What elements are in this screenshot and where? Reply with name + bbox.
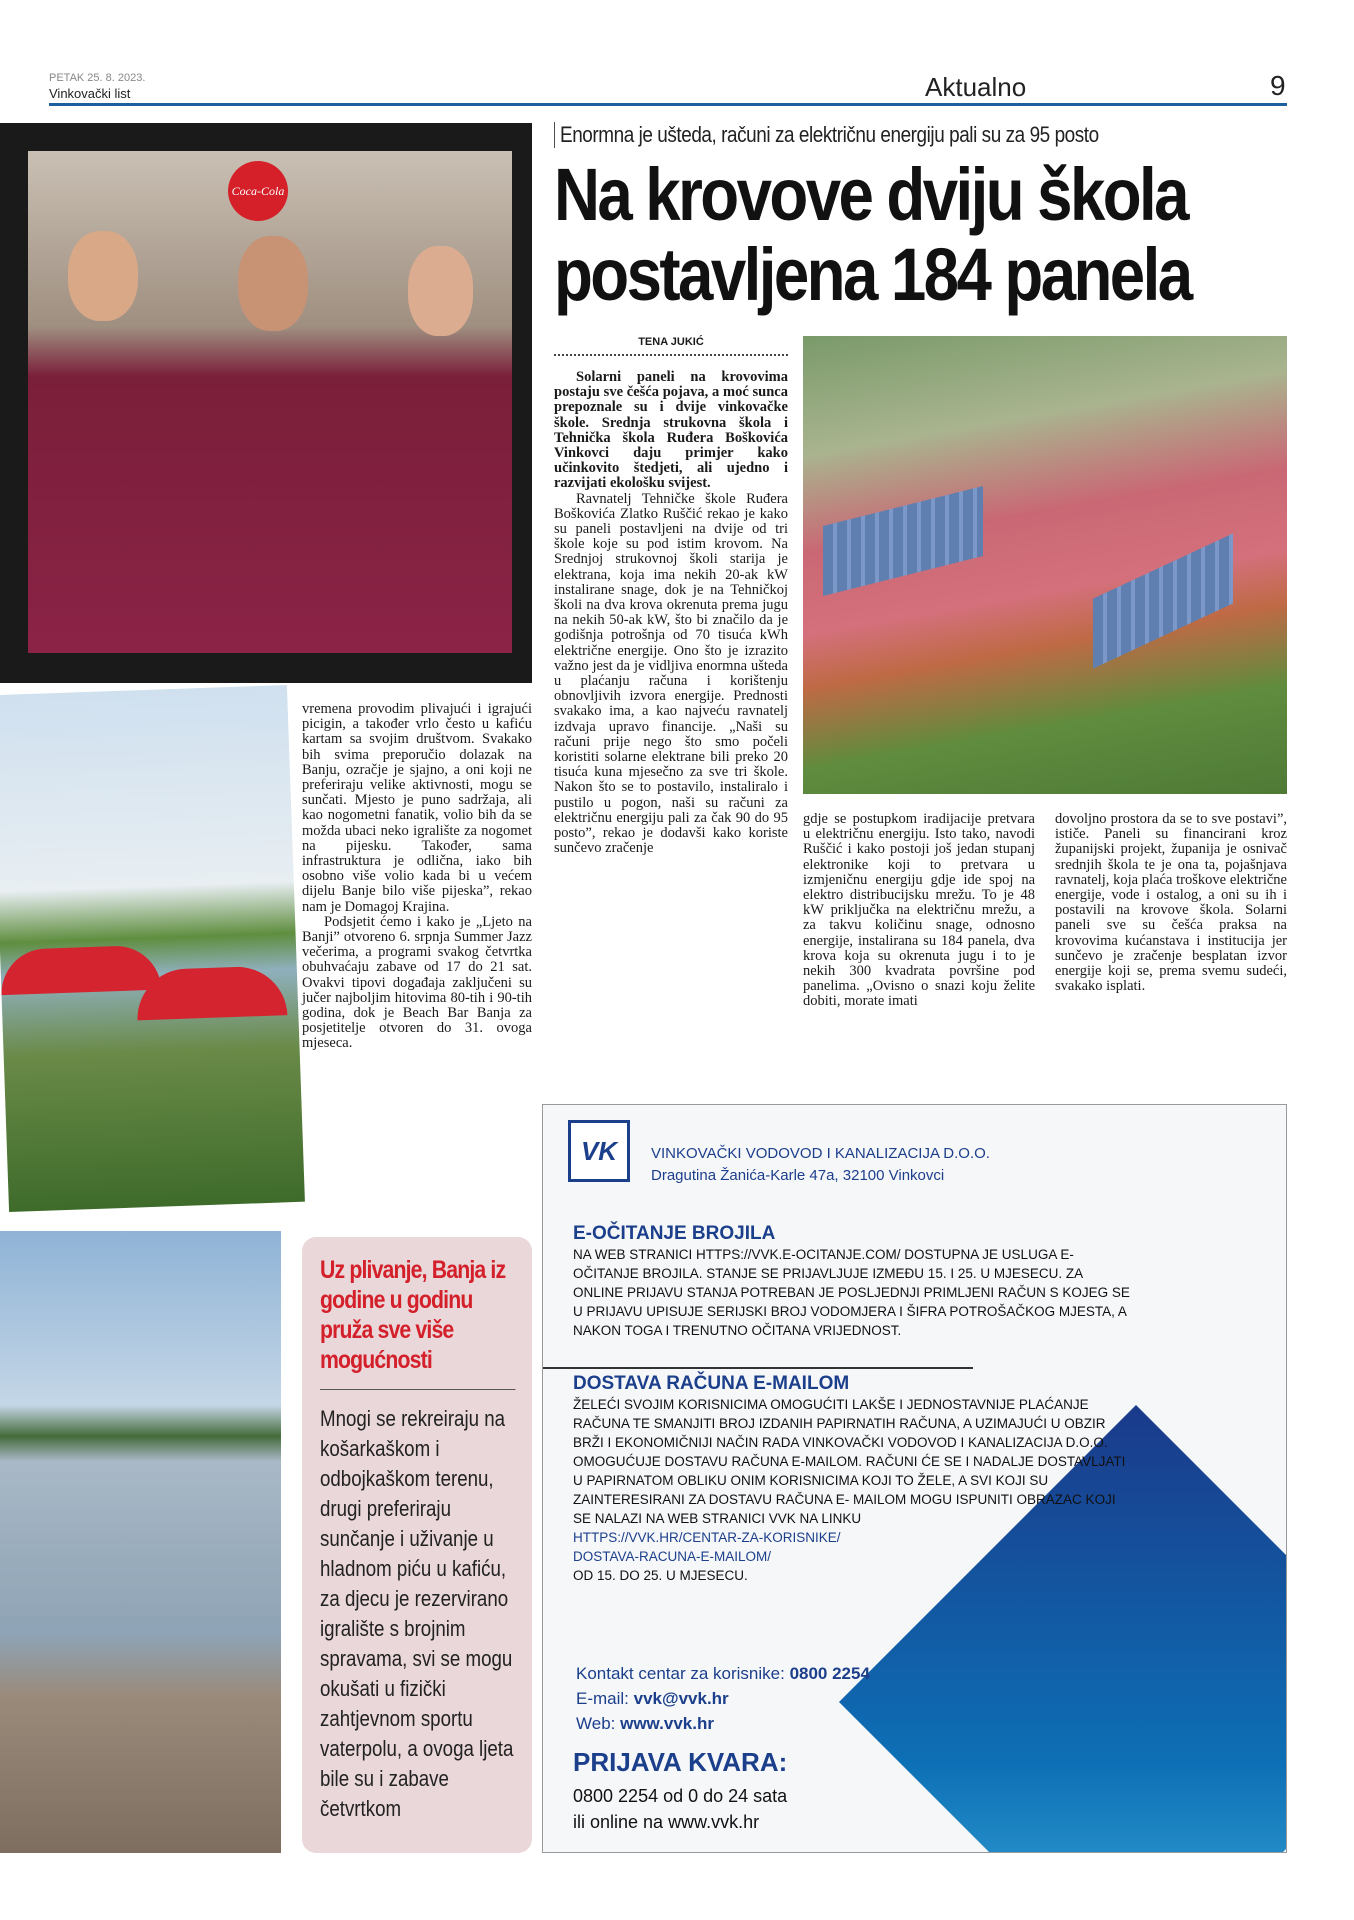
fault-phone: 0800 2254 od 0 do 24 sata (573, 1786, 788, 1806)
company-address: Dragutina Žanića-Karle 47a, 32100 Vinkovci (651, 1167, 945, 1184)
article-lead: Solarni paneli na krovovima postaju sve češća pojava, a moć sunca prepoznale su i dvije vinkovačke škole. Srednja strukovna škola i Tehnička škola Ruđera Boškovića Vinkovci daju primjer kako učinkovito štedjeti, ali ujedno i razvijati ekološku svijest. (554, 369, 788, 492)
email-label: E-mail: (576, 1689, 629, 1708)
section-text: ŽELEĆI SVOJIM KORISNICIMA OMOGUĆITI LAKŠE I JEDNOSTAVNIJE PLAĆANJE RAČUNA TE SMANJITI BROJ IZDANIH PAPIRNATIH RAČUNA, A UZIMAJUĆI U OBZIR BRŽI I EKONOMIČNIJI NAČIN RADA VINKOVAČKI VODOVOD I KANALIZACIJA D.O.O. OMOGUĆUJE DOSTAVU RAČUNA E-MAILOM. RAČUNI ĆE SE I NADALJE DOSTAVLJATI U PAPIRNATOM OBLIKU ONIM KORISNICIMA KOJI TO ŽELE, A SVI KOJI SU ZAINTERESIRANI ZA DOSTAVU RAČUNA E- MAILOM MOGU ISPUNITI OBRAZAC KOJI SE NALAZI NA WEB STRANICI VVK NA LINKU (573, 1397, 1126, 1526)
link[interactable]: DOSTAVA-RACUNA-E-MAILOM/ (573, 1549, 772, 1564)
issue-date: PETAK 25. 8. 2023. (49, 72, 146, 84)
photo-beach-umbrellas (0, 685, 305, 1212)
article-column-3 (803, 812, 1035, 1010)
contact-phone: 0800 2254 (789, 1664, 870, 1683)
section-title: E-OČITANJE BROJILA (573, 1223, 776, 1244)
web-link[interactable]: www.vvk.hr (620, 1714, 714, 1733)
coca-cola-logo: Coca-Cola (228, 161, 288, 221)
section-title: Aktualno (925, 72, 1027, 102)
link[interactable]: HTTPS://VVK.HR/CENTAR-ZA-KORISNIKE/ (573, 1530, 841, 1545)
photo-bar-staff (0, 123, 532, 683)
photo-lake-swimmers (0, 1231, 281, 1853)
fault-title: PRIJAVA KVARA: (573, 1747, 788, 1777)
banja-column (302, 702, 532, 1052)
byline: TENA JUKIĆ (554, 336, 788, 356)
web-label: Web: (576, 1714, 616, 1733)
section-text: OD 15. DO 25. U MJESECU. (573, 1568, 748, 1583)
article-column-4 (1055, 812, 1287, 994)
contact-label: Kontakt centar za korisnike: (576, 1664, 785, 1683)
photo-school-aerial (803, 336, 1287, 794)
article-paragraph: Podsjetit ćemo i kako je „Ljeto na Banji” otvoreno 6. srpnja Summer Jazz večerima, a programi svakog četvrtka obuhvaćaju zabave od 17 do 21 sat. Ovakvi tipovi događaja zaključeni su jučer najboljim hitovima 80-tih i 90-tih godina, dok je Beach Bar Banja za posjetitelje otvoren do 31. ovoga mjeseca. (302, 913, 532, 1052)
article-headline: Na krovove dviju škola postavljena 184 panela (554, 153, 1191, 316)
section-title: DOSTAVA RAČUNA E-MAILOM (573, 1373, 850, 1394)
article-paragraph: vremena provodim plivajući i igrajući picigin, a također vrlo često u kafiću kartam sa svojim društvom. Svakako bih svima preporučio dolazak na Banju, ozračje je sjajno, a oni koji ne preferiraju velike aktivnosti, mogu se sunčati. Mjesto je puno sadržaja, ali kao nogometni fanatik, volio bih da se možda ubaci neko igralište za nogomet na pijesku. Također, sama infrastruktura je odlična, iako bih osobno više volio kada bi u većem dijelu Banje bilo više pijeska”, rekao nam je Domagoj Krajina. (302, 701, 532, 915)
article-subheadline: Enormna je ušteda, računi za električnu energiju pali su za 95 posto (554, 122, 1099, 148)
article-paragraph: gdje se postupkom iradijacije pretvara u električnu energiju. Isto tako, navodi Ruščić i kako postoji još jedan stupanj elektronike koji to pretvara u izmjeničnu energiju gdje ide spoj na elektro distribucijsku mrežu. To je 48 kW priključka na električnu mrežu, a za takvu količinu snage, odnosno energije, instalirana su 184 panela, dva krova koja su okrenuta jugu i to je nekih 300 kvadrata površine pod panelima. „Ovisno o snazi koju želite dobiti, morate imati (803, 811, 1035, 1010)
article-paragraph: dovoljno prostora da se to sve postavi”, ističe. Paneli su financirani kroz županijski projekt, županija je osnivač srednjih škola te je ona ta, pojašnjava ravnatelj, koja plaća troškove električne energije, vode i ostalog, a oni su ih i postavili na krovove škola. Solarni paneli sve su češća praksa na krovovima kućanstava i institucija jer sunčevo je zračenje besplatan izvor energije koji se, prema svemu sudeći, svakako isplati. (1055, 811, 1287, 995)
newspaper-name: Vinkovački list (49, 86, 131, 101)
info-box (302, 1237, 532, 1853)
fault-online: ili online na www.vvk.hr (573, 1812, 760, 1832)
company-name: VINKOVAČKI VODOVOD I KANALIZACIJA D.O.O. (651, 1145, 990, 1162)
vvk-advertisement (542, 1104, 1287, 1853)
article-column-2 (554, 370, 788, 857)
email-link[interactable]: vvk@vvk.hr (633, 1689, 729, 1708)
header-divider (49, 103, 1287, 106)
page-number: 9 (1270, 70, 1286, 101)
article-paragraph: Ravnatelj Tehničke škole Ruđera Boškovića Zlatko Ruščić rekao je kako su paneli postavljeni na dvije od tri škole koje su pod istim krovom. Na Srednjoj strukovnoj školi starija je elektrana, koja ima nekih 20-ak kW instalirane snage, dok je na Tehničkoj školi na dva krova okrenuta prema jugu na nekih 50-ak kW, što bi značilo da je godišnja potrošnja od 70 tisuća kWh električne energije. Ono što je izrazito važno jest da je vidljiva enormna ušteda u plaćanju računa i korištenju obnovljivih izvora energije. Prednosti svakako ima, a kao najveću ravnatelj izdvaja upravo financije. „Naši su računi prije nego što smo počeli koristiti solarne elektrane bili preko 20 tisuća kuna mjesečno za sve tri škole. Nakon što se to postavilo, instaliralo i pustilo u pogon, naši su računi za električnu energiju pali za čak 90 do 95 posto”, rekao je dodavši kako koriste sunčevo zračenje (554, 490, 788, 857)
vvk-logo: VK (568, 1120, 630, 1182)
info-box-text: Mnogi se rekreiraju na košarkaškom i odbojkaškom terenu, drugi preferiraju sunčanje i uživanje u hladnom piću u kafiću, za djecu je rezervirano igralište s brojnim spravama, svi se mogu okušati u fizički zahtjevnom sportu vaterpolu, a ovoga ljeta bile su i zabave četvrtkom (320, 1406, 514, 1821)
section-text: NA WEB STRANICI HTTPS://VVK.E-OCITANJE.COM/ DOSTUPNA JE USLUGA E-OČITANJE BROJILA. STANJE SE PRIJAVLJUJE IZMEĐU 15. I 25. U MJESECU. ZA ONLINE PRIJAVU STANJA POTREBAN JE POSLJEDNJI PRIMLJENI RAČUN S KOJEG SE U PRIJAVU UPISUJE SERIJSKI BROJ VODOMJERA I ŠIFRA POTROŠAČKOG MJESTA, A NAKON TOGA I TRENUTNO OČITANA VRIJEDNOST. (573, 1247, 1130, 1338)
info-box-title: Uz plivanje, Banja iz godine u godinu pruža sve više mogućnosti (320, 1255, 516, 1390)
